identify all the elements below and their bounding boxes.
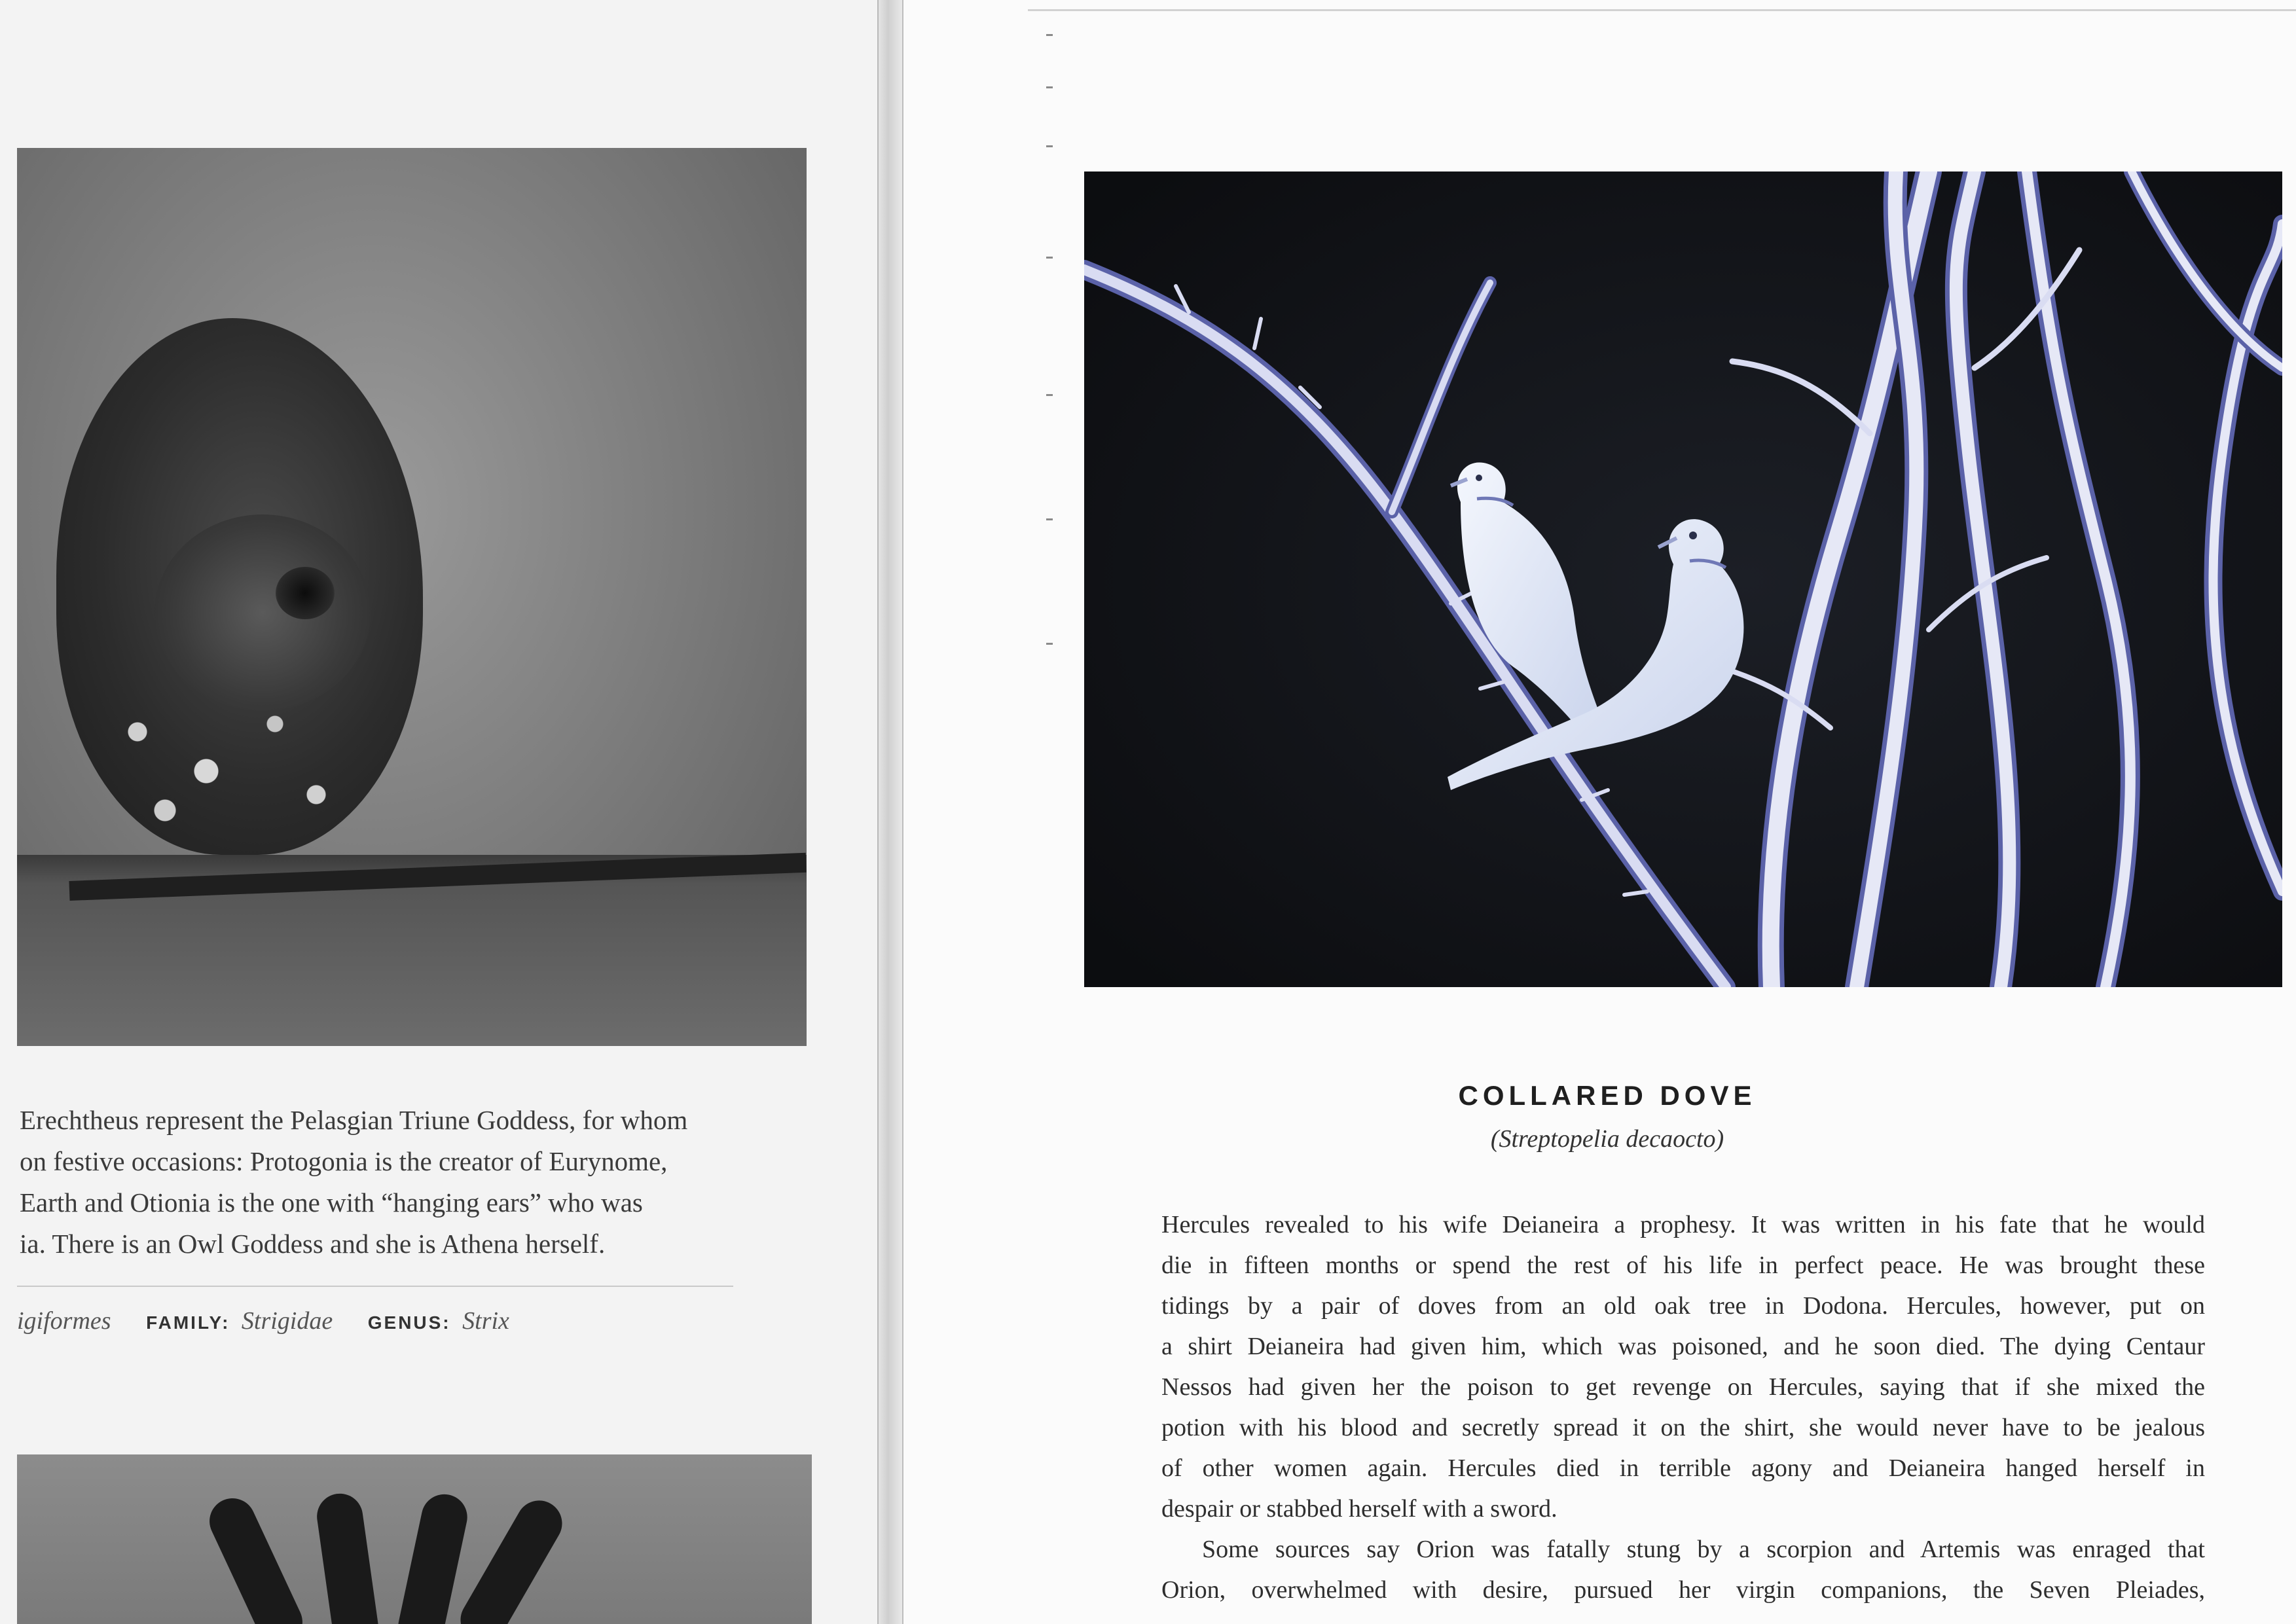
body-line: potion with his blood and secretly spread it on the shirt, she would never have to be jealous	[1161, 1414, 2205, 1441]
book-gutter	[877, 0, 903, 1624]
hand-finger	[452, 1492, 571, 1624]
order-value: igiformes	[17, 1307, 111, 1335]
collared-dove-photo	[1084, 171, 2282, 987]
hand-finger	[394, 1490, 471, 1624]
body-line: of other women again. Hercules died in terrible agony and Deianeira hanged herself in	[1161, 1454, 2205, 1482]
owl-eye	[276, 567, 335, 619]
left-caption	[20, 1100, 733, 1265]
body-line: Nessos had given her the poison to get revenge on Hercules, saying that if she mixed the	[1161, 1373, 2205, 1401]
body-line: die in fifteen months or spend the rest of his life in perfect peace. He was brought these	[1161, 1252, 2205, 1279]
body-line: tidings by a pair of doves from an old oak tree in Dodona. Hercules, however, put on	[1161, 1292, 2205, 1320]
left-caption-line: on festive occasions: Protogonia is the creator of Eurynome,	[20, 1146, 668, 1176]
left-page	[0, 0, 884, 1624]
left-caption-line: Earth and Otionia is the one with “hanging ears” who was	[20, 1187, 643, 1218]
body-line: Orion, overwhelmed with desire, pursued her virgin companions, the Seven Pleiades,	[1161, 1576, 2205, 1604]
hand-finger	[202, 1490, 310, 1624]
owl-plumage	[82, 685, 357, 842]
body-line: a shirt Deianeira had given him, which was poisoned, and he soon died. The dying Centaur	[1161, 1333, 2205, 1360]
owl-photo	[17, 148, 807, 1046]
hand-photo	[17, 1454, 812, 1624]
left-caption-line: Erechtheus represent the Pelasgian Triune Goddess, for whom	[20, 1105, 688, 1135]
body-line: Some sources say Orion was fatally stung by a scorpion and Artemis was enraged that	[1202, 1536, 2205, 1563]
hand-finger	[314, 1490, 382, 1624]
left-divider	[17, 1286, 733, 1287]
species-latin-name: (Streptopelia decaocto)	[1490, 1125, 1724, 1153]
top-rule	[1028, 9, 2296, 11]
family-value: Strigidae	[241, 1307, 333, 1335]
left-caption-line: ia. There is an Owl Goddess and she is Athena herself.	[20, 1229, 606, 1259]
species-heading	[1126, 1080, 2088, 1153]
family-label: FAMILY:	[146, 1312, 230, 1333]
right-page	[903, 0, 2296, 1624]
genus-label: GENUS:	[367, 1312, 451, 1333]
body-line: Hercules revealed to his wife Deianeira a prophesy. It was written in his fate that he would	[1161, 1211, 2205, 1238]
taxonomy-line	[17, 1307, 509, 1335]
owl-face	[155, 514, 371, 711]
body-line: despair or stabbed herself with a sword.	[1161, 1495, 1558, 1523]
dove-illustration	[1084, 171, 2282, 987]
species-title: COLLARED DOVE	[1458, 1080, 1757, 1111]
genus-value: Strix	[462, 1307, 509, 1335]
species-body-text	[1161, 1204, 2205, 1610]
